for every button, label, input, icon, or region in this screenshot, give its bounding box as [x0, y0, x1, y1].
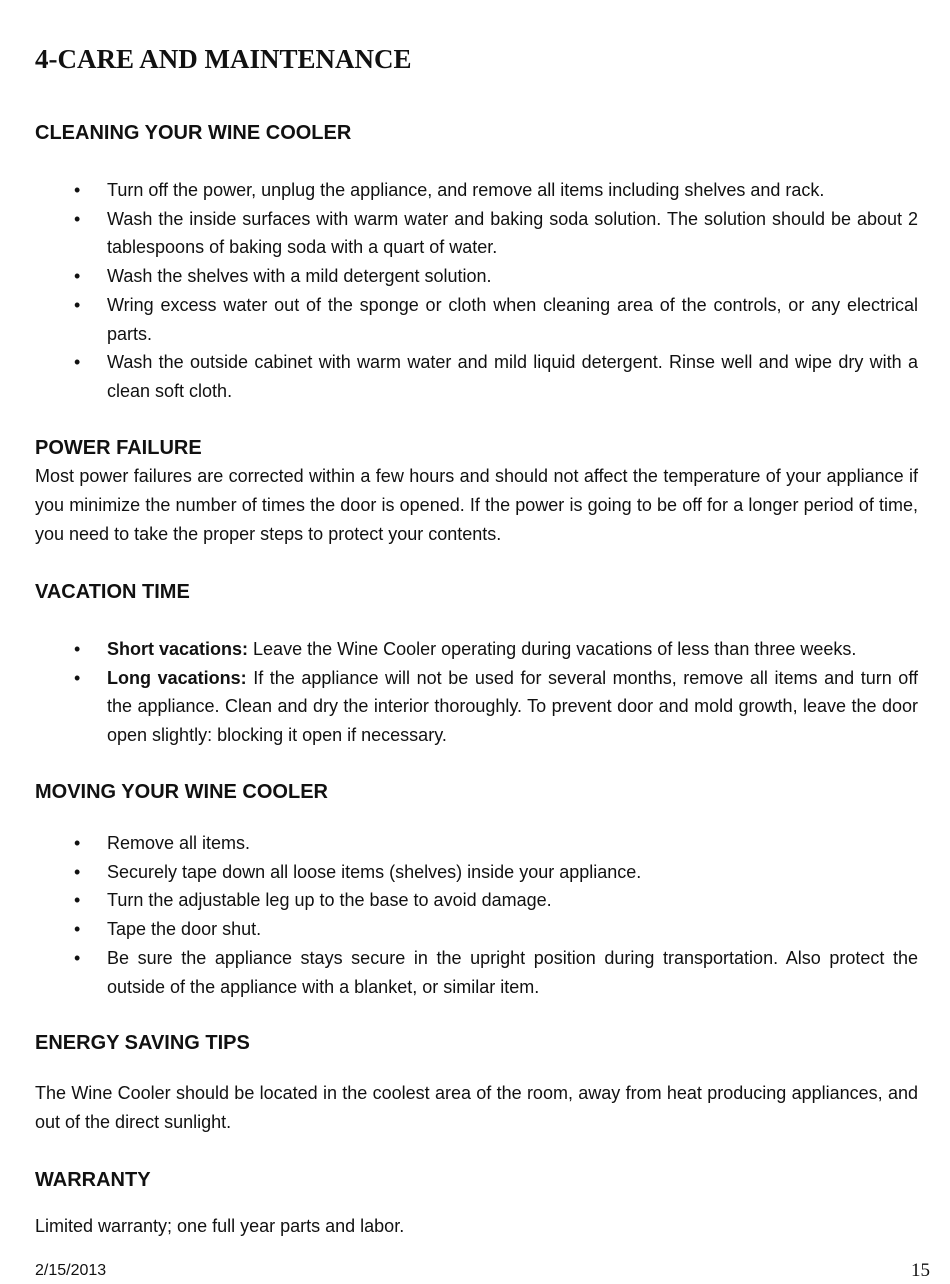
bullet-icon: •	[74, 947, 81, 968]
list-item-text: Turn off the power, unplug the appliance, and remove all items including shelves and rack.	[107, 180, 825, 200]
energy-heading: ENERGY SAVING TIPS	[35, 1032, 250, 1054]
list-item-text: Remove all items.	[107, 833, 251, 853]
list-item	[0, 915, 918, 944]
list-item-text: Wash the shelves with a mild detergent solution.	[107, 266, 492, 287]
list-item	[0, 205, 918, 262]
cleaning-heading: CLEANING YOUR WINE COOLER	[35, 122, 352, 144]
list-item	[0, 664, 918, 750]
list-item-text: Wash the inside surfaces with warm water and baking soda solution. The solution should be about 2 tablespoons of baking soda with a quart of water.	[107, 208, 918, 258]
bullet-icon: •	[74, 180, 81, 200]
bullet-icon: •	[74, 208, 81, 229]
list-item-text: If the appliance will not be used for several months, remove all items and turn off the appliance. Clean and dry the interior thoroughly. To prevent door and mold growth, leave the door open slightly: blocking it open if necessary.	[107, 667, 918, 746]
footer-date: 2/15/2013	[35, 1262, 107, 1279]
warranty-text: Limited warranty; one full year parts and labor.	[35, 1216, 405, 1236]
list-item-text: Wash the outside cabinet with warm water and mild liquid detergent. Rinse well and wipe dry with a clean soft cloth.	[107, 352, 918, 401]
list-item	[0, 635, 918, 664]
moving-heading: MOVING YOUR WINE COOLER	[35, 781, 328, 803]
warranty-heading: WARRANTY	[35, 1169, 151, 1191]
bullet-icon: •	[74, 266, 81, 287]
bullet-icon: •	[74, 890, 81, 911]
list-item-text: Tape the door shut.	[107, 919, 262, 940]
list-item	[0, 348, 918, 405]
bullet-icon: •	[74, 639, 81, 659]
list-item-text: Securely tape down all loose items (shelves) inside your appliance.	[107, 861, 642, 882]
list-item	[0, 262, 918, 291]
cleaning-list	[0, 176, 918, 406]
bullet-icon: •	[74, 919, 81, 940]
moving-list	[0, 829, 918, 1001]
bullet-icon: •	[74, 667, 81, 688]
vacation-heading: VACATION TIME	[35, 581, 190, 603]
list-item-text: Leave the Wine Cooler operating during vacations of less than three weeks.	[248, 639, 857, 659]
bullet-icon: •	[74, 294, 81, 315]
list-item	[0, 944, 918, 1001]
energy-text: The Wine Cooler should be located in the coolest area of the room, away from heat producing appliances, and out of the direct sunlight.	[35, 1083, 918, 1132]
vacation-list	[0, 635, 918, 750]
list-item-text: Turn the adjustable leg up to the base to avoid damage.	[107, 890, 552, 911]
list-item	[0, 176, 918, 205]
list-item	[0, 886, 918, 915]
list-item	[0, 291, 918, 348]
list-item-text: Wring excess water out of the sponge or cloth when cleaning area of the controls, or any electrical parts.	[107, 294, 918, 344]
bullet-icon: •	[74, 352, 81, 373]
page-number: 15	[911, 1260, 930, 1281]
page-title: 4-CARE AND MAINTENANCE	[35, 44, 412, 74]
list-item	[0, 829, 918, 858]
list-item	[0, 858, 918, 887]
bullet-icon: •	[74, 833, 81, 853]
list-item-label: Short vacations:	[107, 639, 249, 659]
power-failure-heading: POWER FAILURE	[35, 437, 202, 459]
list-item-label: Long vacations:	[107, 667, 247, 688]
list-item-text: Be sure the appliance stays secure in the upright position during transportation. Also protect the outside of the appliance with a blanket, or similar item.	[107, 947, 918, 997]
bullet-icon: •	[74, 861, 81, 882]
power-failure-text: Most power failures are corrected within a few hours and should not affect the temperature of your appliance if you minimize the number of times the door is opened. If the power is going to be off for a longer period of time, you need to take the proper steps to protect your contents.	[35, 466, 918, 544]
